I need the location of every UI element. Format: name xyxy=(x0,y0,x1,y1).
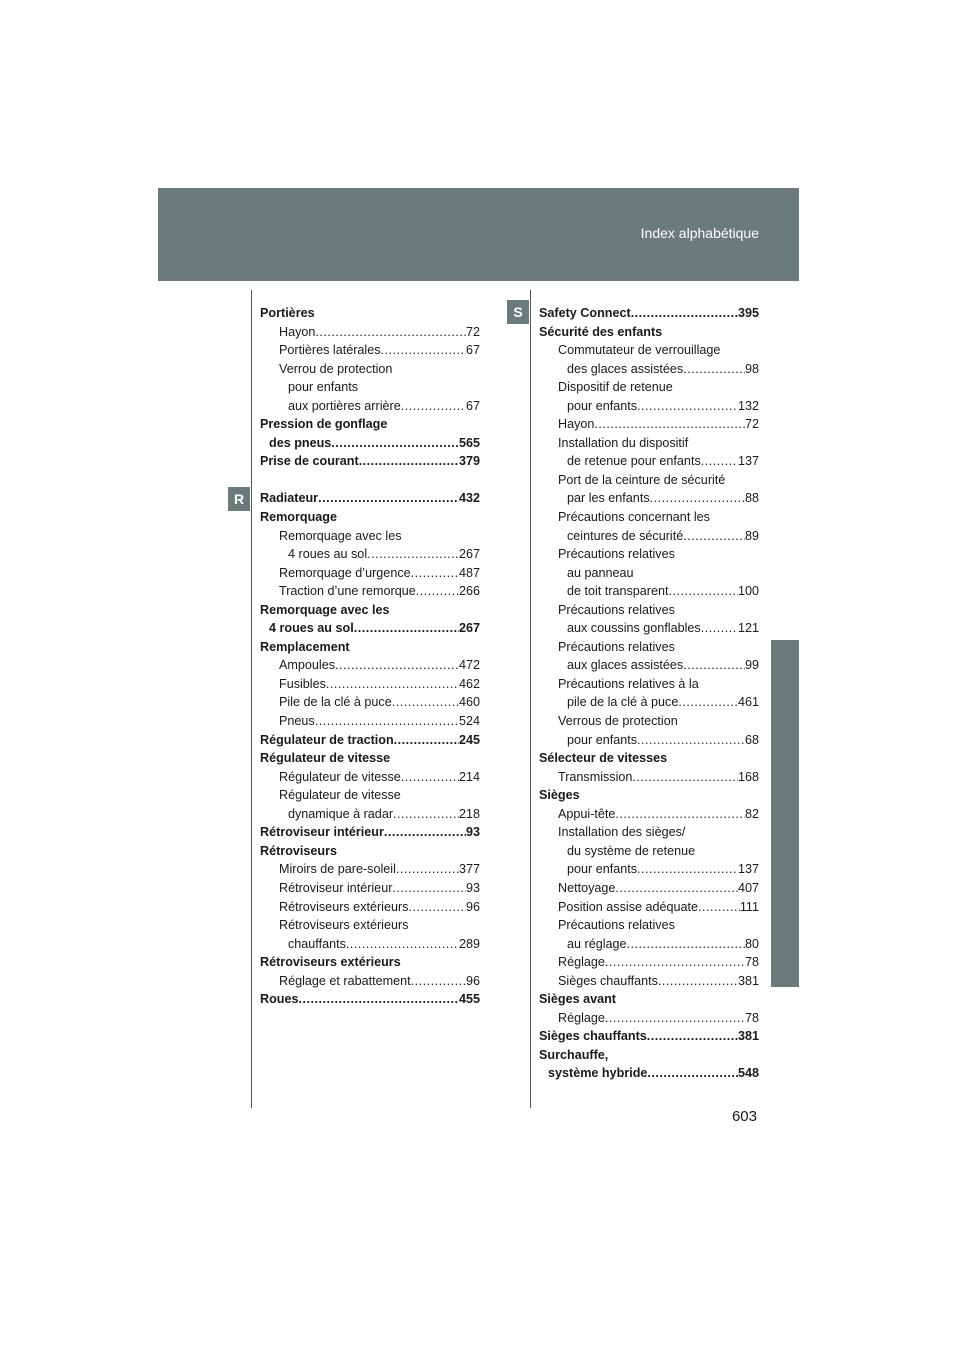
index-entry-label: aux portières arrière xyxy=(288,398,401,413)
index-entry-label: Rétroviseur intérieur xyxy=(279,880,393,895)
dot-leader xyxy=(615,879,738,898)
index-entry xyxy=(539,860,759,879)
dot-leader xyxy=(658,972,738,991)
index-entry-label: Prise de courant xyxy=(260,454,359,469)
index-entry-label: 4 roues au sol xyxy=(288,547,368,562)
dot-leader xyxy=(315,712,459,731)
dot-leader xyxy=(401,397,466,416)
section-side-tab xyxy=(771,640,799,987)
index-entry xyxy=(260,693,480,712)
index-entry-label: chauffants xyxy=(288,936,346,951)
index-entry xyxy=(539,341,759,360)
index-entry-label: Remorquage avec les xyxy=(279,528,402,543)
index-entry-page: 289 xyxy=(458,936,480,951)
index-entry xyxy=(539,527,759,546)
dot-leader xyxy=(396,860,459,879)
index-entry-page: 93 xyxy=(465,825,480,840)
index-entry xyxy=(260,786,480,805)
dot-leader xyxy=(367,545,459,564)
index-entry-page: 78 xyxy=(744,955,759,970)
index-entry xyxy=(539,916,759,935)
index-entry xyxy=(539,564,759,583)
index-entry-page: 266 xyxy=(458,584,480,599)
index-entry xyxy=(260,916,480,935)
index-entry-label: Hayon xyxy=(558,417,595,432)
left-column-rule xyxy=(251,290,252,1108)
index-entry-label: Régulateur de vitesse xyxy=(279,769,401,784)
index-entry xyxy=(539,1046,759,1065)
index-entry-label: au panneau xyxy=(567,565,634,580)
index-entry-label: Sélecteur de vitesses xyxy=(539,751,668,766)
index-entry-label: ceintures de sécurité xyxy=(567,528,684,543)
index-entry-label: de retenue pour enfants xyxy=(567,454,701,469)
index-entry-page: 96 xyxy=(465,899,480,914)
index-entry-label: Rétroviseur intérieur xyxy=(260,825,384,840)
dot-leader xyxy=(394,731,459,750)
index-entry xyxy=(260,341,480,360)
index-entry-page: 67 xyxy=(465,398,480,413)
index-entry-label: Surchauffe, xyxy=(539,1047,609,1062)
index-entry-label: Roues xyxy=(260,992,299,1007)
dot-leader xyxy=(381,341,466,360)
index-entry-page: 168 xyxy=(737,769,759,784)
index-entry xyxy=(539,508,759,527)
dot-leader xyxy=(408,898,466,917)
index-entry-page: 267 xyxy=(458,621,480,636)
dot-leader xyxy=(318,489,459,508)
dot-leader xyxy=(615,805,745,824)
index-entry-page: 565 xyxy=(458,435,480,450)
dot-leader xyxy=(393,805,459,824)
dot-leader xyxy=(627,935,745,954)
index-entry xyxy=(260,452,480,471)
dot-leader xyxy=(683,656,745,675)
index-entry-page: 98 xyxy=(744,361,759,376)
index-entry-label: Verrous de protection xyxy=(558,714,678,729)
dot-leader xyxy=(605,953,745,972)
index-entry-label: pour enfants xyxy=(567,398,638,413)
header-title: Index alphabétique xyxy=(640,225,759,241)
index-entry-label: Précautions relatives xyxy=(558,639,675,654)
index-entry xyxy=(260,601,480,620)
index-entry-label: pour enfants xyxy=(567,862,638,877)
index-entry-page: 381 xyxy=(737,973,759,988)
index-entry-page: 472 xyxy=(458,658,480,673)
dot-leader xyxy=(354,619,459,638)
dot-leader xyxy=(392,879,466,898)
index-entry xyxy=(260,768,480,787)
index-entry-label: Rétroviseurs extérieurs xyxy=(279,899,409,914)
index-entry xyxy=(260,675,480,694)
index-entry-label: de toit transparent xyxy=(567,584,669,599)
index-entry xyxy=(260,898,480,917)
index-entry xyxy=(260,731,480,750)
dot-leader xyxy=(669,582,738,601)
index-entry-label: aux coussins gonflables xyxy=(567,621,701,636)
dot-leader xyxy=(637,860,738,879)
index-entry-label: Remorquage xyxy=(260,510,337,525)
index-entry-label: des glaces assistées xyxy=(567,361,684,376)
dot-leader xyxy=(701,619,738,638)
index-entry-label: aux glaces assistées xyxy=(567,658,684,673)
index-entry-page: 432 xyxy=(458,491,480,506)
index-entry-page: 93 xyxy=(465,880,480,895)
index-entry-label: Sièges chauffants xyxy=(539,1029,647,1044)
index-entry xyxy=(260,489,480,508)
index-entry-label: Sièges xyxy=(539,788,580,803)
index-entry xyxy=(539,712,759,731)
dot-leader xyxy=(315,323,466,342)
index-entry-label: des pneus xyxy=(269,435,332,450)
dot-leader xyxy=(683,527,745,546)
index-entry xyxy=(260,638,480,657)
index-entry xyxy=(539,731,759,750)
index-entry-label: Remplacement xyxy=(260,639,350,654)
index-entry xyxy=(260,823,480,842)
right-column-rule xyxy=(530,290,531,1108)
dot-leader xyxy=(335,656,459,675)
index-entry-page: 78 xyxy=(744,1010,759,1025)
index-entry-page: 218 xyxy=(458,806,480,821)
index-entry-label: par les enfants xyxy=(567,491,650,506)
dot-leader xyxy=(647,1064,738,1083)
index-entry xyxy=(260,972,480,991)
index-entry-label: Sièges chauffants xyxy=(558,973,658,988)
index-entry xyxy=(539,656,759,675)
index-entry xyxy=(539,675,759,694)
index-entry xyxy=(260,749,480,768)
index-entry-label: Rétroviseurs extérieurs xyxy=(260,955,401,970)
dot-leader xyxy=(650,489,745,508)
index-entry xyxy=(539,545,759,564)
index-entry-page: 67 xyxy=(465,343,480,358)
index-entry xyxy=(539,749,759,768)
dot-leader xyxy=(411,564,459,583)
index-entry-page: 455 xyxy=(458,992,480,1007)
index-entry xyxy=(539,619,759,638)
index-entry-label: Fusibles xyxy=(279,676,326,691)
index-entry xyxy=(539,898,759,917)
index-entry-label: Sécurité des enfants xyxy=(539,324,663,339)
dot-leader xyxy=(411,972,466,991)
index-entry xyxy=(539,360,759,379)
dot-leader xyxy=(683,360,745,379)
dot-leader xyxy=(631,304,738,323)
index-entry xyxy=(260,582,480,601)
page-number: 603 xyxy=(731,1108,757,1125)
index-entry-label: Hayon xyxy=(279,324,316,339)
index-entry-page: 407 xyxy=(737,880,759,895)
index-entry xyxy=(539,1027,759,1046)
index-entry-label: Précautions relatives xyxy=(558,918,675,933)
index-entry xyxy=(539,415,759,434)
dot-leader xyxy=(359,452,459,471)
index-entry xyxy=(539,434,759,453)
index-entry-label: Verrou de protection xyxy=(279,361,393,376)
index-entry xyxy=(539,953,759,972)
dot-leader xyxy=(701,452,738,471)
spacer xyxy=(260,471,480,490)
index-entry-label: Installation des sièges/ xyxy=(558,825,686,840)
index-entry-label: Précautions concernant les xyxy=(558,510,710,525)
index-entry-label: Nettoyage xyxy=(558,880,616,895)
index-entry xyxy=(539,1064,759,1083)
index-entry-label: système hybride xyxy=(548,1066,648,1081)
index-entry-label: Position assise adéquate xyxy=(558,899,699,914)
dot-leader xyxy=(698,898,740,917)
dot-leader xyxy=(346,935,459,954)
index-entry xyxy=(260,656,480,675)
index-entry-page: 137 xyxy=(737,454,759,469)
dot-leader xyxy=(647,1027,738,1046)
index-entry-page: 460 xyxy=(458,695,480,710)
index-entry-page: 214 xyxy=(458,769,480,784)
index-entry xyxy=(260,805,480,824)
index-entry xyxy=(539,323,759,342)
dot-leader xyxy=(384,823,466,842)
index-entry-label: dynamique à radar xyxy=(288,806,394,821)
index-entry xyxy=(539,842,759,861)
index-entry-label: Remorquage avec les xyxy=(260,602,390,617)
index-entry xyxy=(539,397,759,416)
index-entry xyxy=(260,879,480,898)
index-entry xyxy=(260,860,480,879)
index-entry-label: Ampoules xyxy=(279,658,336,673)
index-entry-label: Installation du dispositif xyxy=(558,435,689,450)
index-entry xyxy=(260,434,480,453)
index-entry-page: 80 xyxy=(744,936,759,951)
index-entry-page: 89 xyxy=(744,528,759,543)
index-entry-page: 461 xyxy=(737,695,759,710)
index-entry-label: pour enfants xyxy=(567,732,638,747)
index-entry-label: Régulateur de vitesse xyxy=(260,751,391,766)
index-entry-label: Pile de la clé à puce xyxy=(279,695,392,710)
dot-leader xyxy=(594,415,745,434)
dot-leader xyxy=(299,990,459,1009)
index-entry xyxy=(539,693,759,712)
dot-leader xyxy=(416,582,459,601)
index-entry-label: Précautions relatives xyxy=(558,547,675,562)
index-entry xyxy=(260,323,480,342)
index-entry-page: 121 xyxy=(737,621,759,636)
index-entry xyxy=(260,304,480,323)
dot-leader xyxy=(637,731,745,750)
dot-leader xyxy=(392,693,459,712)
index-entry-label: Portières latérales xyxy=(279,343,381,358)
index-entry-page: 72 xyxy=(465,324,480,339)
index-entry xyxy=(539,935,759,954)
index-entry-page: 377 xyxy=(458,862,480,877)
index-entry-label: Pneus xyxy=(279,714,315,729)
index-entry-label: pour enfants xyxy=(288,380,359,395)
index-entry-label: Safety Connect xyxy=(539,306,631,320)
index-entry xyxy=(260,527,480,546)
index-entry-label: Précautions relatives à la xyxy=(558,676,699,691)
index-entry xyxy=(539,582,759,601)
index-entry xyxy=(539,972,759,991)
dot-leader xyxy=(632,768,738,787)
index-entry xyxy=(260,842,480,861)
dot-leader xyxy=(637,397,738,416)
header-band xyxy=(158,188,799,281)
index-entry-page: 88 xyxy=(744,491,759,506)
dot-leader xyxy=(326,675,459,694)
index-entry-label: Traction d’une remorque xyxy=(279,584,416,599)
index-column-right xyxy=(539,304,759,1083)
letter-tab-s: S xyxy=(507,300,529,324)
index-entry xyxy=(260,508,480,527)
index-entry-page: 96 xyxy=(465,973,480,988)
index-entry-label: Remorquage d’urgence xyxy=(279,565,411,580)
index-entry xyxy=(260,415,480,434)
index-entry xyxy=(539,601,759,620)
index-entry xyxy=(539,304,759,323)
index-entry-label: Sièges avant xyxy=(539,992,617,1007)
index-entry-page: 100 xyxy=(737,584,759,599)
dot-leader xyxy=(401,768,459,787)
index-entry-label: Miroirs de pare-soleil xyxy=(279,862,396,877)
index-entry xyxy=(260,360,480,379)
index-entry-page: 379 xyxy=(458,454,480,469)
index-entry xyxy=(539,990,759,1009)
index-entry-label: Radiateur xyxy=(260,491,319,506)
index-entry xyxy=(539,768,759,787)
index-entry-page: 395 xyxy=(737,306,759,320)
index-entry-label: Régulateur de vitesse xyxy=(279,788,401,803)
index-entry-label: Réglage et rabattement xyxy=(279,973,411,988)
index-entry xyxy=(260,712,480,731)
index-entry-label: Dispositif de retenue xyxy=(558,380,673,395)
index-entry-page: 82 xyxy=(744,806,759,821)
index-entry-page: 381 xyxy=(737,1029,759,1044)
index-entry-label: Port de la ceinture de sécurité xyxy=(558,472,726,487)
index-entry-page: 462 xyxy=(458,676,480,691)
index-entry-page: 245 xyxy=(458,732,480,747)
index-entry-page: 524 xyxy=(458,714,480,729)
index-entry xyxy=(539,805,759,824)
index-entry xyxy=(539,452,759,471)
index-entry xyxy=(260,953,480,972)
index-entry-label: Rétroviseurs extérieurs xyxy=(279,918,409,933)
index-entry-label: Commutateur de verrouillage xyxy=(558,343,721,358)
index-entry xyxy=(260,935,480,954)
index-entry-label: Appui-tête xyxy=(558,806,616,821)
dot-leader xyxy=(331,434,459,453)
index-entry-label: pile de la clé à puce xyxy=(567,695,679,710)
index-entry xyxy=(260,564,480,583)
index-entry-label: 4 roues au sol xyxy=(269,621,354,636)
index-entry-label: Réglage xyxy=(558,955,605,970)
index-entry xyxy=(260,619,480,638)
index-entry-label: Portières xyxy=(260,306,315,320)
index-entry xyxy=(260,545,480,564)
index-entry-label: Transmission xyxy=(558,769,633,784)
index-entry-label: au réglage xyxy=(567,936,627,951)
index-entry-page: 548 xyxy=(737,1066,759,1081)
index-entry-label: Réglage xyxy=(558,1010,605,1025)
index-entry-label: Régulateur de traction xyxy=(260,732,394,747)
index-entry xyxy=(539,786,759,805)
index-entry-page: 132 xyxy=(737,398,759,413)
index-entry xyxy=(539,638,759,657)
index-entry-page: 111 xyxy=(739,899,759,914)
index-entry xyxy=(539,489,759,508)
index-entry xyxy=(260,378,480,397)
index-entry-page: 137 xyxy=(737,862,759,877)
index-entry-page: 68 xyxy=(744,732,759,747)
index-entry xyxy=(539,823,759,842)
index-entry-label: Précautions relatives xyxy=(558,602,675,617)
dot-leader xyxy=(678,693,738,712)
index-entry-label: Rétroviseurs xyxy=(260,843,337,858)
index-entry-page: 267 xyxy=(458,547,480,562)
letter-tab-r: R xyxy=(228,487,250,511)
index-entry xyxy=(260,990,480,1009)
index-entry-label: du système de retenue xyxy=(567,843,696,858)
index-column-left xyxy=(260,304,480,1009)
index-entry xyxy=(539,1009,759,1028)
index-entry-page: 99 xyxy=(744,658,759,673)
index-entry-label: Pression de gonflage xyxy=(260,417,388,432)
index-entry xyxy=(539,471,759,490)
index-entry xyxy=(539,378,759,397)
index-entry xyxy=(260,397,480,416)
index-entry-page: 487 xyxy=(458,565,480,580)
index-entry xyxy=(539,879,759,898)
dot-leader xyxy=(605,1009,745,1028)
index-entry-page: 72 xyxy=(744,417,759,432)
